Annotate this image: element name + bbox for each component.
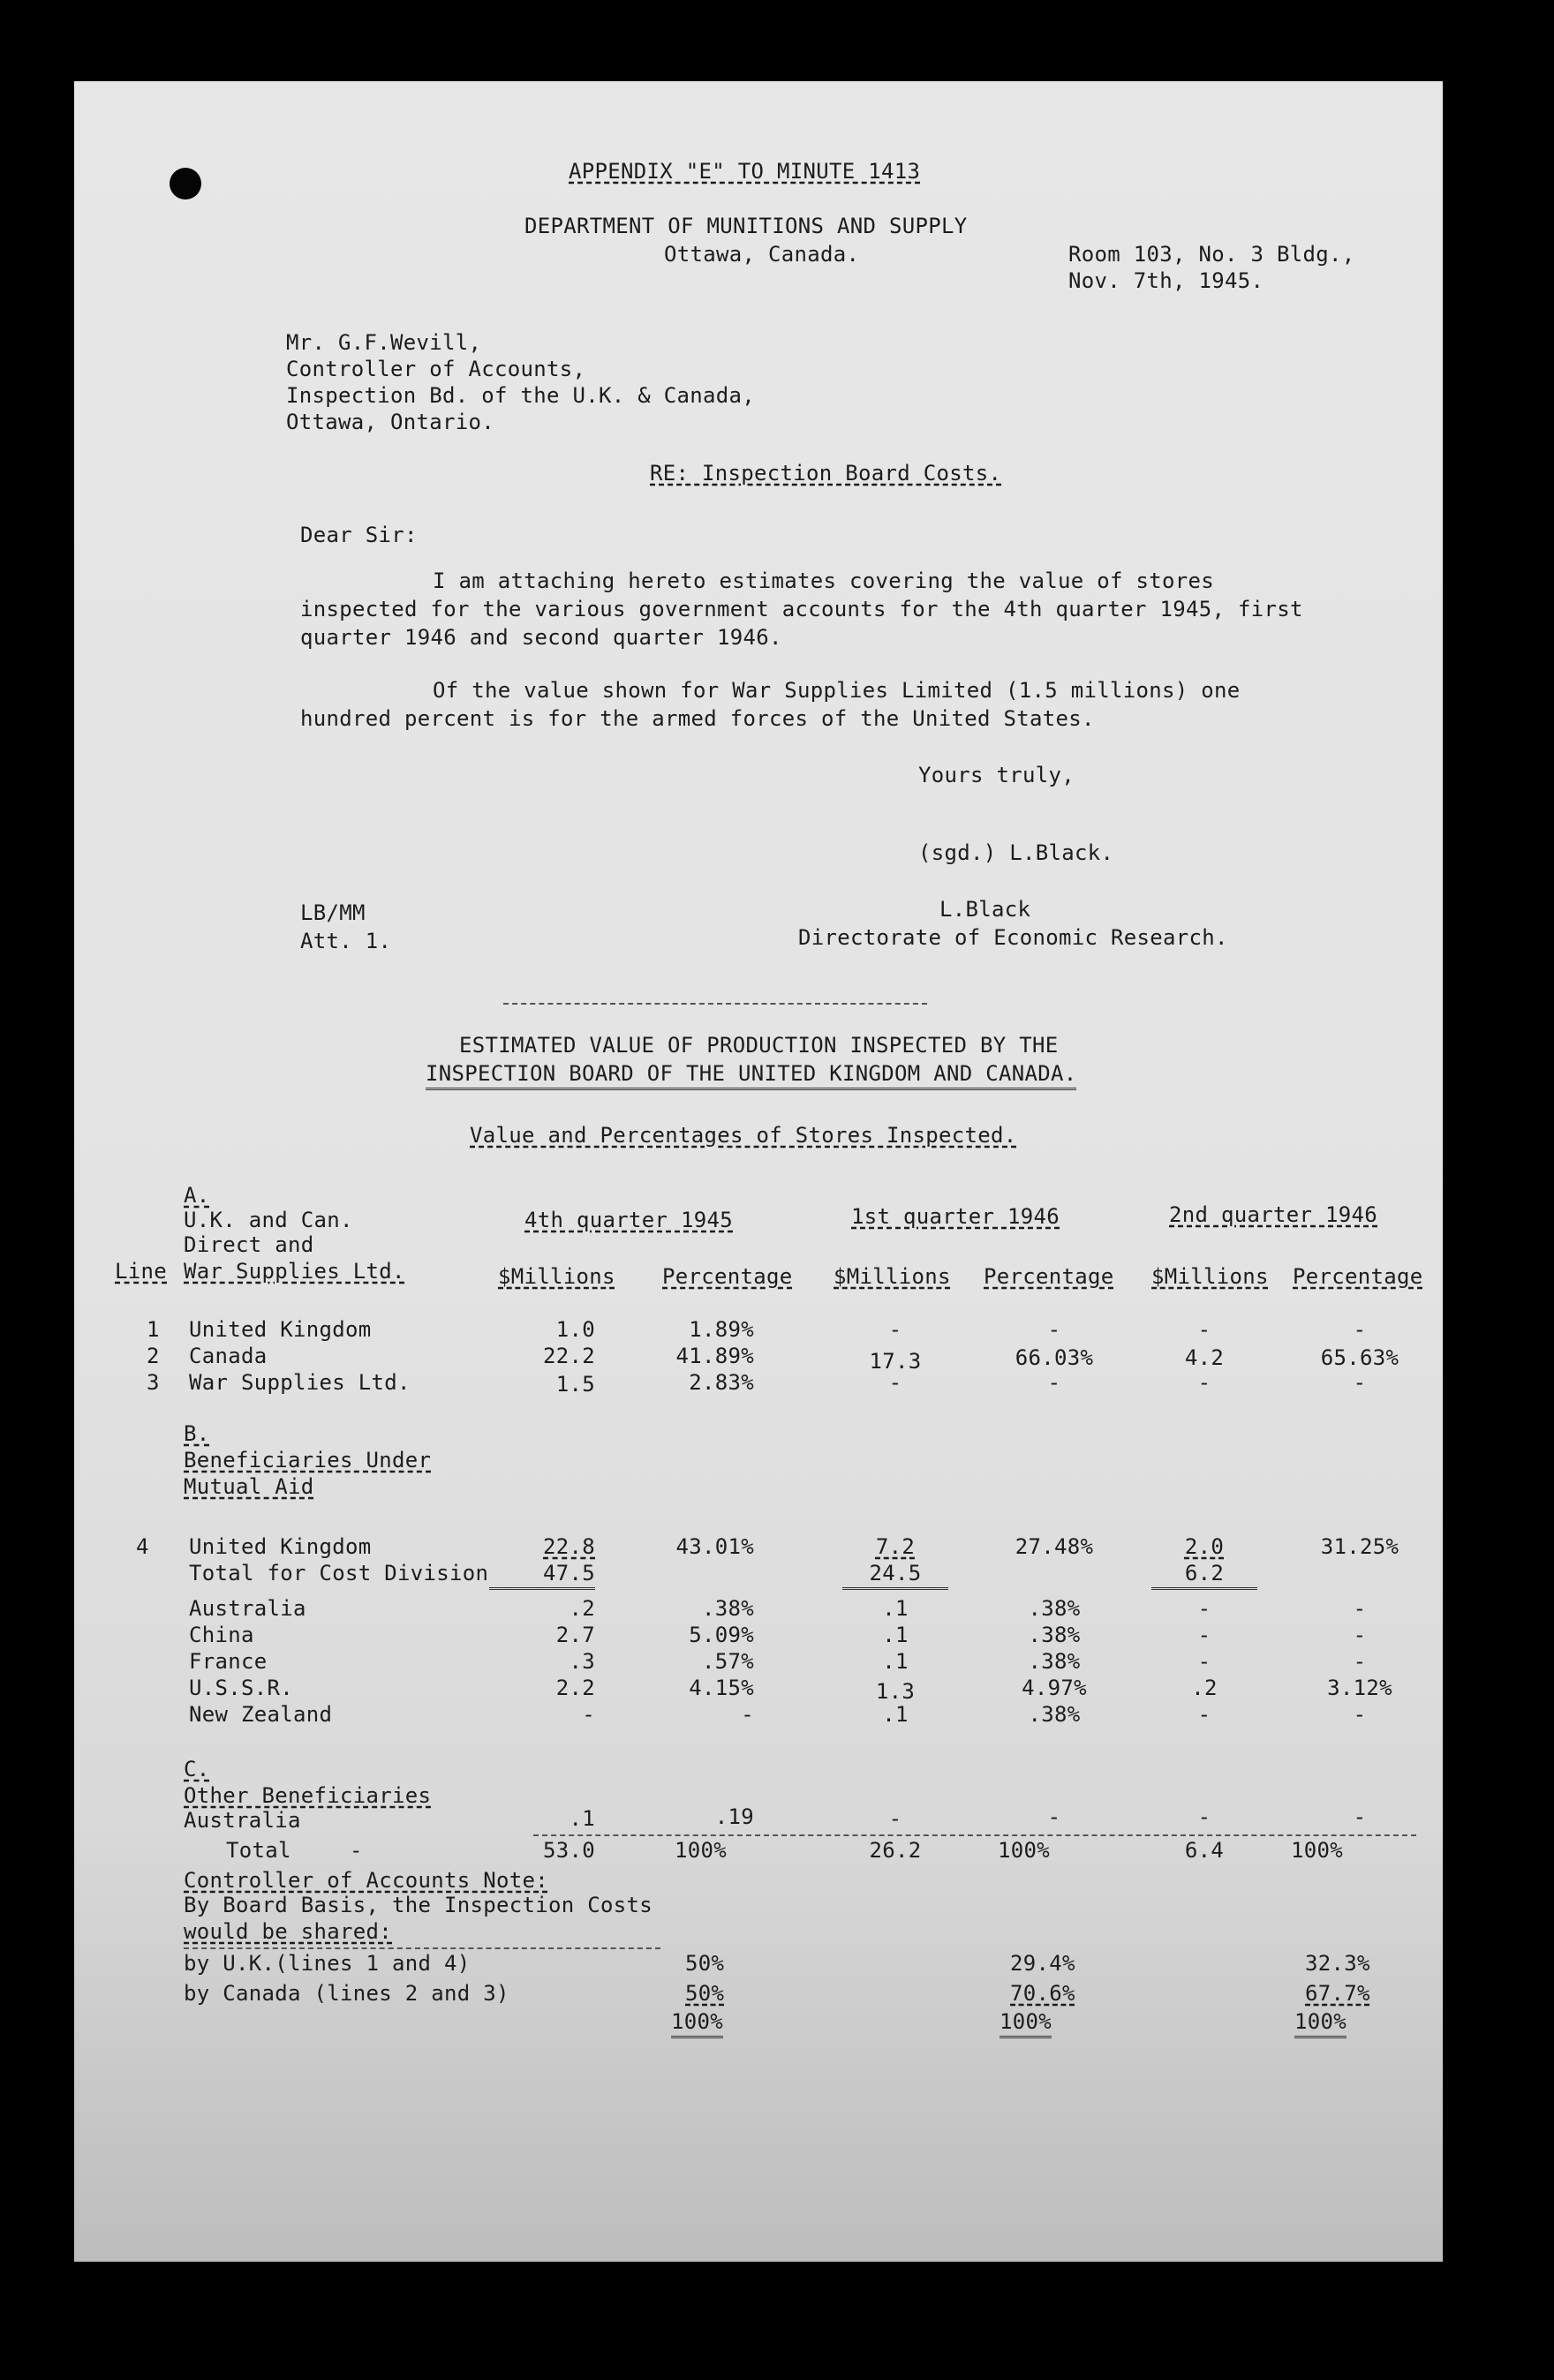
row-label: War Supplies Ltd. <box>189 1370 411 1395</box>
note-text: would be shared: <box>184 1919 392 1944</box>
line-number: 4 <box>136 1534 149 1559</box>
total-millions: 53.0 <box>543 1838 595 1863</box>
section-b-heading: Beneficiaries Under <box>184 1448 432 1472</box>
quarter-header: 1st quarter 1946 <box>851 1204 1060 1229</box>
cell-percentage: - <box>1353 1596 1367 1621</box>
cell-millions: - <box>888 1806 902 1831</box>
cell-percentage: 27.48% <box>1015 1534 1094 1559</box>
section-a-heading: U.K. and Can. <box>184 1208 353 1232</box>
table-subtitle: Value and Percentages of Stores Inspected. <box>470 1123 1017 1148</box>
row-label: Canada <box>189 1344 268 1368</box>
line-number: 1 <box>147 1317 160 1342</box>
address-line: Mr. G.F.Wevill, <box>286 330 482 355</box>
salutation: Dear Sir: <box>300 523 418 547</box>
signature: (sgd.) L.Black. <box>918 840 1114 865</box>
cell-millions: 24.5 <box>842 1561 948 1590</box>
body-text: quarter 1946 and second quarter 1946. <box>300 625 782 650</box>
cell-percentage: 5.09% <box>689 1623 754 1647</box>
cell-millions: 2.2 <box>555 1676 595 1700</box>
cell-percentage: - <box>1353 1317 1367 1342</box>
reference-initials: LB/MM <box>300 900 366 925</box>
total-percentage: 100% <box>675 1838 727 1863</box>
section-a-heading: Direct and <box>184 1232 314 1257</box>
cell-percentage: .38% <box>1028 1623 1081 1647</box>
cell-percentage: 41.89% <box>675 1344 754 1368</box>
cell-millions: .1 <box>882 1623 909 1647</box>
share-total: 100% <box>1000 2009 1052 2038</box>
cell-percentage: - <box>1353 1649 1367 1674</box>
cell-millions: 22.2 <box>543 1344 595 1368</box>
cell-percentage: - <box>1353 1804 1367 1829</box>
subject-line: RE: Inspection Board Costs. <box>650 461 1002 486</box>
row-label: France <box>189 1649 268 1674</box>
cell-percentage: .19 <box>714 1804 754 1829</box>
row-label: Total for Cost Division <box>189 1561 489 1585</box>
department-name: DEPARTMENT OF MUNITIONS AND SUPPLY <box>524 214 968 238</box>
quarter-header: 4th quarter 1945 <box>524 1208 733 1232</box>
row-label: Australia <box>184 1808 301 1833</box>
document-page <box>74 81 1443 2262</box>
cell-percentage: - <box>741 1702 754 1727</box>
cell-percentage: - <box>1047 1317 1061 1342</box>
note-rule <box>184 1947 660 1949</box>
row-label: New Zealand <box>189 1702 333 1727</box>
line-column-header: Line <box>115 1259 167 1284</box>
cell-millions: .1 <box>882 1702 909 1727</box>
department-city: Ottawa, Canada. <box>664 242 860 267</box>
cell-percentage: .57% <box>702 1649 754 1674</box>
separator-line <box>503 1003 927 1005</box>
address-line: Inspection Bd. of the U.K. & Canada, <box>286 383 755 408</box>
percentage-column-header: Percentage <box>1293 1264 1423 1289</box>
share-total: 100% <box>671 2009 723 2038</box>
room-address: Room 103, No. 3 Bldg., <box>1068 242 1355 267</box>
percentage-column-header: Percentage <box>662 1264 793 1289</box>
line-number: 3 <box>147 1370 160 1395</box>
signer-name: L.Black <box>939 897 1031 922</box>
cell-percentage: - <box>1353 1702 1367 1727</box>
cell-percentage: 4.97% <box>1022 1676 1087 1700</box>
total-label: Total <box>226 1838 291 1863</box>
quarter-header: 2nd quarter 1946 <box>1169 1202 1377 1227</box>
cell-millions: .2 <box>569 1596 595 1621</box>
cell-millions: 47.5 <box>489 1561 595 1590</box>
millions-column-header: $Millions <box>498 1264 615 1289</box>
share-percentage: 50% <box>685 1951 725 1976</box>
note-heading: Controller of Accounts Note: <box>184 1868 548 1893</box>
body-text: Of the value shown for War Supplies Limited (1.5 millions) one <box>433 678 1241 703</box>
cell-percentage: 65.63% <box>1320 1345 1399 1370</box>
total-rule <box>533 1834 1416 1836</box>
section-c-heading: Other Beneficiaries <box>184 1783 432 1808</box>
total-percentage: 100% <box>998 1838 1050 1863</box>
cell-millions: - <box>1197 1317 1211 1342</box>
table-title: ESTIMATED VALUE OF PRODUCTION INSPECTED BY THE <box>459 1033 1059 1058</box>
cell-percentage: .38% <box>1028 1702 1081 1727</box>
cell-millions: 1.0 <box>555 1317 595 1342</box>
cell-millions: 6.2 <box>1151 1561 1257 1590</box>
appendix-heading: APPENDIX "E" TO MINUTE 1413 <box>569 159 921 184</box>
cell-millions: 2.0 <box>1184 1534 1225 1559</box>
share-percentage: 29.4% <box>1010 1951 1075 1976</box>
cell-millions: 17.3 <box>869 1349 922 1374</box>
cell-millions: 1.5 <box>555 1372 595 1397</box>
millions-column-header: $Millions <box>1151 1264 1269 1289</box>
total-millions: 26.2 <box>869 1838 922 1863</box>
cell-millions: - <box>1197 1702 1211 1727</box>
row-label: United Kingdom <box>189 1534 372 1559</box>
cell-percentage: 2.83% <box>689 1370 754 1395</box>
cell-percentage: 43.01% <box>675 1534 754 1559</box>
share-total: 100% <box>1294 2009 1347 2038</box>
cell-percentage: 4.15% <box>689 1676 754 1700</box>
body-text: inspected for the various government accounts for the 4th quarter 1945, first <box>300 597 1303 621</box>
body-text: hundred percent is for the armed forces of the United States. <box>300 706 1095 731</box>
millions-column-header: $Millions <box>834 1264 951 1289</box>
signer-title: Directorate of Economic Research. <box>798 925 1228 950</box>
cell-millions: 4.2 <box>1184 1345 1225 1370</box>
cell-millions: 2.7 <box>555 1623 595 1647</box>
cell-percentage: .38% <box>1028 1649 1081 1674</box>
section-a-heading: War Supplies Ltd. <box>184 1259 405 1284</box>
row-label: Australia <box>189 1596 306 1621</box>
cell-millions: 22.8 <box>543 1534 595 1559</box>
row-label: U.S.S.R. <box>189 1676 293 1700</box>
cell-millions: - <box>888 1370 902 1395</box>
cell-millions: - <box>1197 1804 1211 1829</box>
body-text: I am attaching hereto estimates covering the value of stores <box>433 569 1214 593</box>
cell-percentage: 66.03% <box>1015 1345 1094 1370</box>
share-percentage: 32.3% <box>1305 1951 1370 1976</box>
punch-hole <box>170 168 201 200</box>
attachment-count: Att. 1. <box>300 929 392 953</box>
address-line: Controller of Accounts, <box>286 357 586 381</box>
cell-percentage: - <box>1047 1370 1061 1395</box>
share-label-canada: by Canada (lines 2 and 3) <box>184 1981 509 2006</box>
section-a-label: A. <box>184 1183 210 1208</box>
share-percentage: 50% <box>685 1981 725 2006</box>
section-c-label: C. <box>184 1757 210 1781</box>
cell-millions: - <box>888 1317 902 1342</box>
percentage-column-header: Percentage <box>984 1264 1114 1289</box>
total-percentage: 100% <box>1291 1838 1343 1863</box>
cell-millions: - <box>1197 1623 1211 1647</box>
cell-millions: .3 <box>569 1649 595 1674</box>
cell-millions: .1 <box>569 1806 595 1831</box>
cell-millions: .1 <box>882 1649 909 1674</box>
table-title: INSPECTION BOARD OF THE UNITED KINGDOM AND CANADA. <box>426 1061 1076 1090</box>
cell-percentage: 31.25% <box>1320 1534 1399 1559</box>
cell-percentage: - <box>1353 1623 1367 1647</box>
cell-percentage: 1.89% <box>689 1317 754 1342</box>
cell-millions: - <box>1197 1370 1211 1395</box>
share-percentage: 70.6% <box>1010 1981 1075 2006</box>
cell-millions: 7.2 <box>875 1534 916 1559</box>
section-b-heading: Mutual Aid <box>184 1474 314 1499</box>
cell-millions: .1 <box>882 1596 909 1621</box>
note-text: By Board Basis, the Inspection Costs <box>184 1893 653 1917</box>
cell-millions: - <box>582 1702 595 1727</box>
cell-percentage: - <box>1353 1370 1367 1395</box>
line-number: 2 <box>147 1344 160 1368</box>
cell-percentage: - <box>1047 1804 1061 1829</box>
total-millions: 6.4 <box>1184 1838 1225 1863</box>
cell-percentage: 3.12% <box>1327 1676 1392 1700</box>
share-label-uk: by U.K.(lines 1 and 4) <box>184 1951 471 1976</box>
letter-date: Nov. 7th, 1945. <box>1068 268 1264 293</box>
closing-yours: Yours truly, <box>918 763 1075 787</box>
cell-percentage: .38% <box>1028 1596 1081 1621</box>
row-label: United Kingdom <box>189 1317 372 1342</box>
total-dash: - <box>350 1838 363 1863</box>
cell-percentage: .38% <box>702 1596 754 1621</box>
cell-millions: 1.3 <box>875 1679 916 1704</box>
row-label: China <box>189 1623 254 1647</box>
cell-millions: - <box>1197 1649 1211 1674</box>
share-percentage: 67.7% <box>1305 1981 1370 2006</box>
cell-millions: .2 <box>1191 1676 1218 1700</box>
address-line: Ottawa, Ontario. <box>286 410 494 434</box>
section-b-label: B. <box>184 1421 210 1446</box>
cell-millions: - <box>1197 1596 1211 1621</box>
